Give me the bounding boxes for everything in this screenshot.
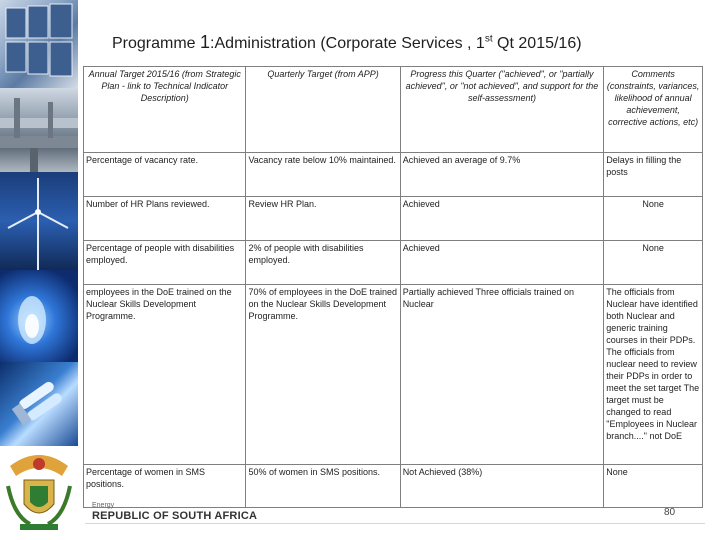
- row-comments: None: [604, 465, 703, 508]
- department-label: Energy: [92, 502, 115, 509]
- row-target: Percentage of women in SMS positions.: [84, 465, 246, 508]
- footer-divider: [85, 523, 705, 524]
- table-row: [84, 197, 703, 241]
- table-row: [84, 465, 703, 508]
- row-target: employees in the DoE trained on the Nuclear Skills Development Programme.: [84, 285, 246, 465]
- header-comments: Comments (constraints, variances, likelihood of annual achievement, corrective actions, etc): [604, 67, 703, 153]
- coat-of-arms-image: [0, 446, 78, 540]
- row-comments: None: [604, 241, 703, 285]
- row-comments: None: [604, 197, 703, 241]
- header-quarterly-target: Quarterly Target (from APP): [246, 67, 400, 153]
- wind-turbine-image: [0, 172, 78, 270]
- table-row: [84, 241, 703, 285]
- row-comments: Delays in filling the posts: [604, 153, 703, 197]
- row-progress: Achieved an average of 9.7%: [400, 153, 604, 197]
- row-progress: Achieved: [400, 197, 604, 241]
- row-target: Number of HR Plans reviewed.: [84, 197, 246, 241]
- row-quarterly: Vacancy rate below 10% maintained.: [246, 153, 400, 197]
- performance-table: [83, 66, 703, 507]
- row-target: Percentage of people with disabilities employed.: [84, 241, 246, 285]
- table-row: [84, 153, 703, 197]
- row-progress: Achieved: [400, 241, 604, 285]
- row-quarterly: 2% of people with disabilities employed.: [246, 241, 400, 285]
- table-row: [84, 285, 703, 465]
- page-title: Programme 1:Administration (Corporate Services , 1st Qt 2015/16): [112, 32, 582, 52]
- solar-panel-image: [0, 0, 78, 88]
- row-target: Percentage of vacancy rate.: [84, 153, 246, 197]
- row-quarterly: 70% of employees in the DoE trained on the Nuclear Skills Development Programme.: [246, 285, 400, 465]
- pipeline-image: [0, 88, 78, 172]
- page-number: 80: [664, 507, 676, 518]
- table-header-row: [84, 67, 703, 153]
- row-progress: Partially achieved Three officials trained on Nuclear: [400, 285, 604, 465]
- header-progress: Progress this Quarter ("achieved", or "partially achieved", or "not achieved", and support for the self-assessment): [400, 67, 604, 153]
- row-progress: Not Achieved (38%): [400, 465, 604, 508]
- energy-bulb-image: [0, 362, 78, 446]
- row-quarterly: 50% of women in SMS positions.: [246, 465, 400, 508]
- gas-flame-image: [0, 270, 78, 362]
- row-quarterly: Review HR Plan.: [246, 197, 400, 241]
- header-annual-target: Annual Target 2015/16 (from Strategic Plan - link to Technical Indicator Description): [84, 67, 246, 153]
- left-image-strip: [0, 0, 78, 540]
- row-comments: The officials from Nuclear have identified both Nuclear and generic training courses in their PDPs. The officials from nuclear need to review their PDPs in order to meet the set target The target must be changed to read "Employees in Nuclear branch...." not DoE: [604, 285, 703, 465]
- country-name: REPUBLIC OF SOUTH AFRICA: [92, 510, 258, 522]
